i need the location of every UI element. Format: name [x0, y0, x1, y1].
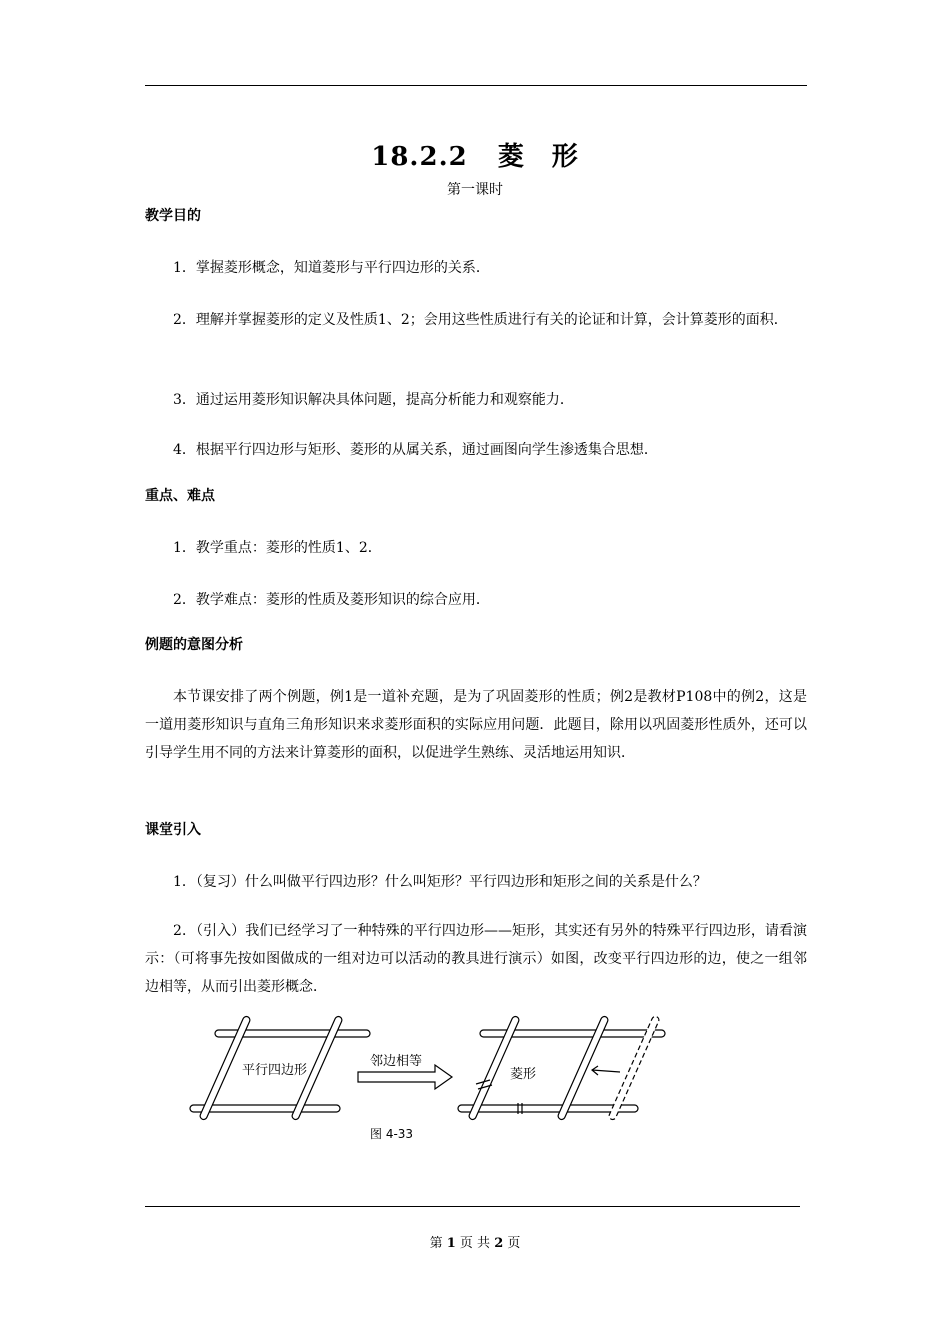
figure-caption: 图 4-33	[370, 1127, 414, 1141]
objective-2: 2．理解并掌握菱形的定义及性质1、2；会用这些性质进行有关的论证和计算，会计算菱形的面积．	[173, 312, 788, 328]
header-rule	[145, 85, 807, 86]
lesson-subtitle: 第一课时	[447, 182, 503, 198]
footer-rule	[145, 1206, 800, 1207]
objective-3: 3．通过运用菱形知识解决具体问题，提高分析能力和观察能力．	[173, 392, 574, 408]
footer-prefix: 第	[429, 1236, 443, 1251]
footer-page-number: 1	[446, 1236, 456, 1251]
objective-1: 1．掌握菱形概念，知道菱形与平行四边形的关系．	[173, 260, 490, 276]
section-name: 菱 形	[497, 142, 579, 172]
figure-4-33	[180, 1010, 680, 1150]
footer-suffix: 页	[507, 1236, 521, 1251]
key-point-2: 2．教学难点：菱形的性质及菱形知识的综合应用．	[173, 592, 490, 608]
objective-4: 4．根据平行四边形与矩形、菱形的从属关系，通过画图向学生渗透集合思想．	[173, 442, 658, 458]
page-title	[0, 136, 950, 173]
heading-key-points: 重点、难点	[145, 488, 215, 504]
example-analysis-text: 本节课安排了两个例题，例1是一道补充题，是为了巩固菱形的性质；例2是教材P108中的例2，这是一道用菱形知识与直角三角形知识来求菱形面积的实际应用问题．此题目，除用以巩固菱形性质外，还可以引导学生用不同的方法来计算菱形的面积，以促进学生熟练、灵活地运用知识．	[145, 689, 807, 761]
section-number: 18.2.2	[371, 142, 468, 172]
footer-middle: 页 共	[459, 1236, 491, 1251]
label-parallelogram: 平行四边形	[242, 1063, 308, 1078]
label-adjacent-equal: 邻边相等	[370, 1054, 423, 1069]
heading-introduction: 课堂引入	[145, 822, 201, 838]
introduction-item-2: 2．（引入）我们已经学习了一种特殊的平行四边形——矩形，其实还有另外的特殊平行四边形，请看演示：（可将事先按如图做成的一组对边可以活动的教具进行演示）如图，改变平行四边形的边，使之一组邻边相等，从而引出菱形概念．	[145, 923, 807, 995]
introduction-item-1: 1．（复习）什么叫做平行四边形？什么叫矩形？平行四边形和矩形之间的关系是什么？	[173, 874, 707, 890]
heading-objectives: 教学目的	[145, 208, 201, 224]
key-point-1: 1．教学重点：菱形的性质1、2．	[173, 540, 382, 556]
heading-example-analysis: 例题的意图分析	[145, 637, 243, 653]
label-rhombus: 菱形	[510, 1067, 537, 1082]
footer-total-pages: 2	[494, 1236, 504, 1251]
page-footer	[0, 1232, 950, 1251]
